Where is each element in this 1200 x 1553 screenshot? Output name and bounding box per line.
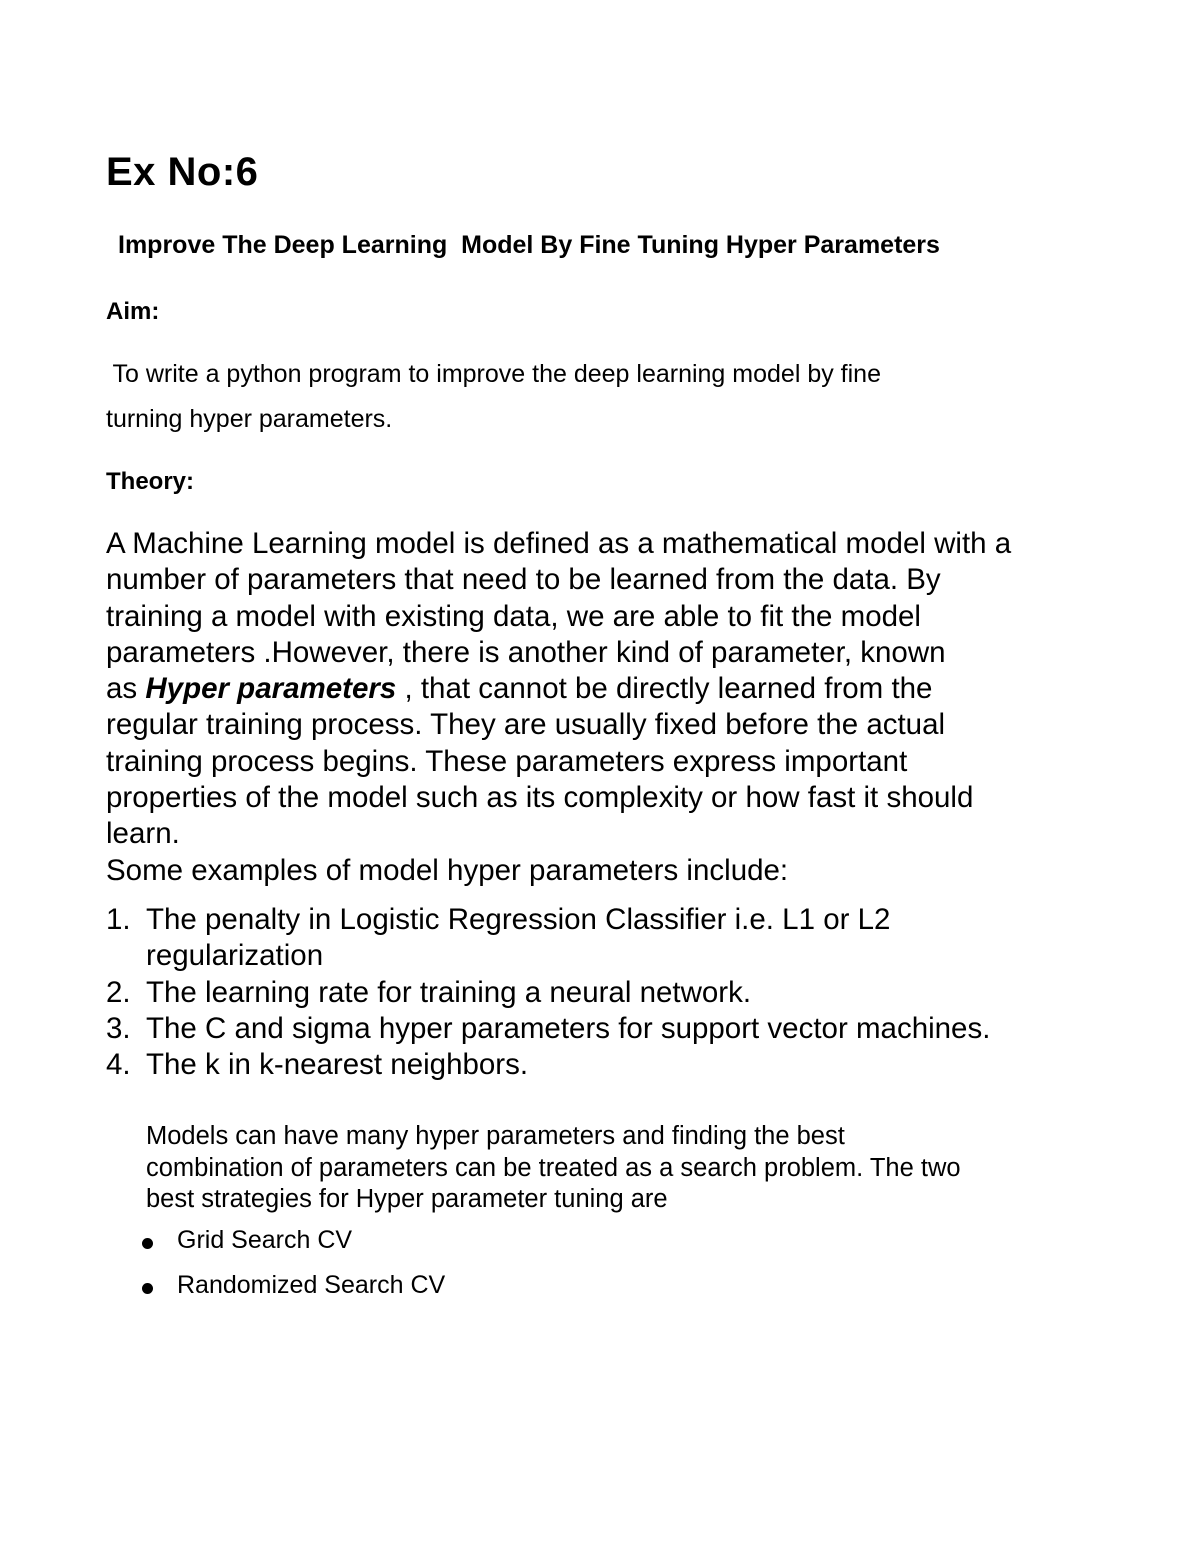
theory-line: Some examples of model hyper parameters include:	[106, 853, 789, 887]
strategy-label: Grid Search CV	[177, 1226, 353, 1254]
bullet-icon	[142, 1238, 153, 1249]
aim-text-line-2: turning hyper parameters.	[106, 405, 393, 433]
models-line: combination of parameters can be treated as a search problem. The two	[146, 1153, 961, 1182]
list-item-text: The learning rate for training a neural network.	[146, 975, 752, 1009]
theory-line: regular training process. They are usually fixed before the actual	[106, 708, 946, 742]
list-number: 2.	[106, 975, 131, 1009]
theory-line-hyper-parameters	[106, 671, 1166, 707]
list-number: 1.	[106, 903, 131, 936]
theory-line: learn.	[106, 817, 180, 851]
theory-paragraph	[106, 526, 1166, 889]
list-item	[106, 1047, 990, 1083]
examples-list	[106, 902, 990, 1083]
list-item	[106, 902, 990, 975]
list-number: 3.	[106, 1011, 131, 1045]
list-item-text: The penalty in Logistic Regression Classifier i.e. L1 or L2	[146, 903, 891, 936]
bullet-icon	[142, 1283, 153, 1294]
theory-line: training a model with existing data, we are able to fit the model	[106, 599, 921, 633]
theory-line: training process begins. These parameters express important	[106, 744, 908, 778]
theory-line: A Machine Learning model is defined as a mathematical model with a	[106, 527, 1012, 560]
models-paragraph	[146, 1121, 961, 1216]
theory-hp-suffix: , that cannot be directly learned from the	[396, 672, 933, 706]
theory-line: number of parameters that need to be learned from the data. By	[106, 563, 941, 597]
list-item-text: The k in k-nearest neighbors.	[146, 1048, 529, 1082]
theory-line: parameters .However, there is another kind of parameter, known	[106, 635, 946, 669]
strategy-label: Randomized Search CV	[177, 1271, 446, 1299]
list-item	[106, 975, 990, 1011]
aim-text-line-1: To write a python program to improve the deep learning model by fine	[106, 360, 881, 388]
models-line: Models can have many hyper parameters and finding the best	[146, 1122, 845, 1150]
theory-hp-prefix: as	[106, 672, 146, 706]
list-item-text: regularization	[146, 939, 324, 973]
exercise-title: Ex No:6	[106, 150, 259, 194]
aim-heading: Aim:	[106, 298, 160, 325]
list-number: 4.	[106, 1048, 131, 1082]
exercise-subtitle: Improve The Deep Learning Model By Fine Tuning Hyper Parameters	[118, 231, 940, 259]
list-item	[106, 1011, 990, 1047]
theory-line: properties of the model such as its complexity or how fast it should	[106, 781, 974, 815]
hyper-parameters-term: Hyper parameters	[145, 672, 397, 706]
theory-heading: Theory:	[106, 468, 195, 495]
models-line: best strategies for Hyper parameter tuning are	[146, 1185, 668, 1213]
list-item-text: The C and sigma hyper parameters for support vector machines.	[146, 1011, 991, 1045]
